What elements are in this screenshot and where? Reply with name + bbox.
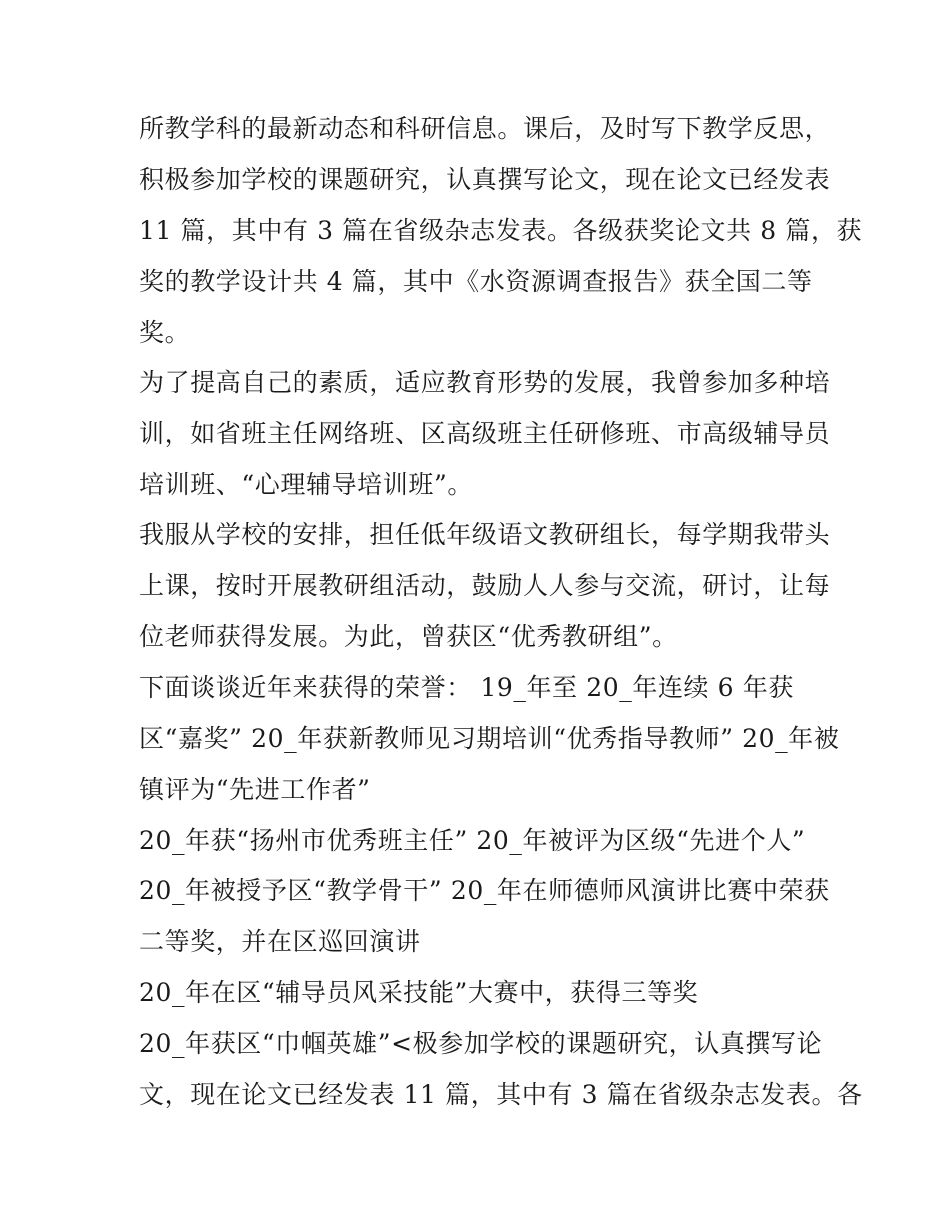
text-line: 20_年在区“辅导员风采技能”大赛中，获得三等奖 [139,978,699,1007]
text-line: 11 篇，其中有 3 篇在省级杂志发表。各级获奖论文共 8 篇，获 [139,216,863,245]
text-line: 位老师获得发展。为此，曾获区“优秀教研组”。 [139,622,678,651]
text-line: 训，如省班主任网络班、区高级班主任研修班、市高级辅导员 [139,419,831,448]
text-line: 奖的教学设计共 4 篇，其中《水资源调查报告》获全国二等 [139,267,813,296]
text-line: 为了提高自己的素质，适应教育形势的发展，我曾参加多种培 [139,368,831,397]
text-line: 区“嘉奖” 20_年获新教师见习期培训“优秀指导教师” 20_年被 [139,724,840,753]
text-line: 20_年获“扬州市优秀班主任” 20_年被评为区级“先进个人” [139,826,806,855]
text-line: 20_年被授予区“教学骨干” 20_年在师德师风演讲比赛中荣获 [139,876,830,905]
text-line: 文，现在论文已经发表 11 篇，其中有 3 篇在省级杂志发表。各 [139,1080,863,1109]
text-line: 所教学科的最新动态和科研信息。课后，及时写下教学反思， [139,114,831,143]
text-line: 20_年获区“巾帼英雄”<极参加学校的课题研究，认真撰写论 [139,1029,823,1058]
text-line: 我服从学校的安排，担任低年级语文教研组长，每学期我带头 [139,520,831,549]
text-line: 上课，按时开展教研组活动，鼓励人人参与交流，研讨，让每 [139,571,831,600]
text-line: 二等奖，并在区巡回演讲 [139,927,421,956]
text-line: 培训班、“心理辅导培训班”。 [139,470,473,499]
text-line: 奖。 [139,318,191,347]
text-line: 镇评为“先进工作者” [139,775,371,804]
text-line: 下面谈谈近年来获得的荣誉： 19_年至 20_年连续 6 年获 [139,673,794,702]
text-line: 积极参加学校的课题研究，认真撰写论文，现在论文已经发表 [139,165,831,194]
